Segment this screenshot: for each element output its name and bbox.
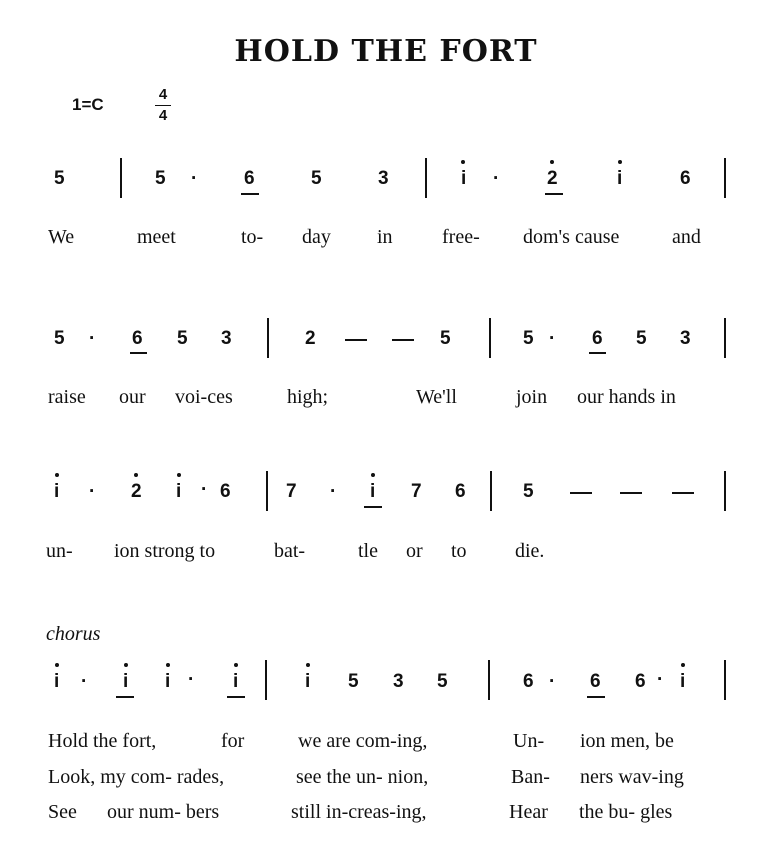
note: 3 (680, 328, 691, 349)
key-signature: 1=C (72, 95, 104, 114)
lyric: Un- (513, 730, 545, 752)
extension-dash (392, 339, 414, 341)
note: 5 (348, 671, 359, 692)
note: 5 (437, 671, 448, 692)
barline (265, 660, 267, 700)
note: i (680, 671, 686, 692)
octave-dot (134, 473, 138, 477)
lyric: dom's cause (523, 226, 620, 248)
octave-dot (55, 663, 59, 667)
extension-dash (620, 492, 642, 494)
note: 5 (54, 328, 65, 349)
underline (587, 696, 605, 698)
lyric: to (451, 540, 467, 562)
barline (724, 660, 726, 700)
note: 6 (592, 328, 603, 349)
lyric: or (406, 540, 423, 562)
lyric: the bu- gles (579, 801, 673, 823)
lyric: We (48, 226, 75, 248)
note: 7 (286, 481, 297, 502)
lyric: see the un- nion, (296, 766, 429, 788)
extension-dash (570, 492, 592, 494)
note: i (617, 168, 623, 189)
note: 2 (547, 168, 558, 189)
note: i (54, 671, 60, 692)
note: i (54, 481, 60, 502)
note: 6 (680, 168, 691, 189)
lyric: Hear (509, 801, 548, 823)
time-signature-line (155, 105, 171, 106)
barline (266, 471, 268, 511)
lyric: die. (515, 540, 545, 562)
octave-dot (550, 160, 554, 164)
note: i (233, 671, 239, 692)
note: 5 (155, 168, 166, 189)
note: 3 (221, 328, 232, 349)
octave-dot (618, 160, 622, 164)
lyric: our (119, 386, 146, 408)
lyric: day (302, 226, 331, 248)
note: 6 (455, 481, 466, 502)
note-dot: · (493, 168, 500, 189)
note: 7 (411, 481, 422, 502)
lyric: our hands in (577, 386, 676, 408)
note-dot: · (330, 481, 337, 502)
octave-dot (166, 663, 170, 667)
lyric: ion strong to (114, 540, 216, 562)
note-dot: · (549, 328, 556, 349)
barline (120, 158, 122, 198)
octave-dot (124, 663, 128, 667)
extension-dash (345, 339, 367, 341)
note-dot: · (89, 328, 96, 349)
octave-dot (371, 473, 375, 477)
note: i (370, 481, 376, 502)
barline (724, 318, 726, 358)
lyric: to- (241, 226, 264, 248)
time-signature (153, 86, 173, 125)
barline (489, 318, 491, 358)
underline (545, 193, 563, 195)
lyric: See (48, 801, 77, 823)
octave-dot (234, 663, 238, 667)
note: 3 (378, 168, 389, 189)
octave-dot (461, 160, 465, 164)
note: i (123, 671, 129, 692)
barline (488, 660, 490, 700)
underline (241, 193, 259, 195)
underline (589, 352, 606, 354)
lyric: Look, my com- rades, (48, 766, 225, 788)
lyric: meet (137, 226, 176, 248)
note: i (305, 671, 311, 692)
note-dot: · (191, 168, 198, 189)
underline (116, 696, 134, 698)
note: 5 (54, 168, 65, 189)
note: i (165, 671, 171, 692)
lyric: for (221, 730, 245, 752)
lyric: Ban- (511, 766, 550, 788)
note: 2 (305, 328, 316, 349)
lyric: and (672, 226, 701, 248)
note-dot: · (549, 671, 556, 692)
time-signature-bottom: 4 (158, 107, 168, 124)
chorus-label: chorus (46, 623, 101, 645)
lyric: bat- (274, 540, 306, 562)
barline (724, 471, 726, 511)
note-dot: · (657, 669, 664, 690)
note: 6 (244, 168, 255, 189)
note: 5 (440, 328, 451, 349)
note: 5 (523, 481, 534, 502)
note: 5 (311, 168, 322, 189)
note: 2 (131, 481, 142, 502)
note: 3 (393, 671, 404, 692)
note: 6 (635, 671, 646, 692)
time-signature-top: 4 (158, 86, 168, 103)
lyric: in (377, 226, 393, 248)
lyric: still in-creas-ing, (291, 801, 427, 823)
barline (724, 158, 726, 198)
lyric: ners wav-ing (580, 766, 684, 788)
extension-dash (672, 492, 694, 494)
octave-dot (681, 663, 685, 667)
note-dot: · (89, 481, 96, 502)
lyric: high; (287, 386, 329, 408)
note: 6 (132, 328, 143, 349)
octave-dot (306, 663, 310, 667)
note: 6 (523, 671, 534, 692)
note-dot: · (81, 671, 88, 692)
note: 6 (590, 671, 601, 692)
note: 5 (636, 328, 647, 349)
note-dot: · (188, 669, 195, 690)
lyric: ion men, be (580, 730, 674, 752)
underline (130, 352, 147, 354)
note: 5 (523, 328, 534, 349)
lyric: voi-ces (175, 386, 233, 408)
underline (364, 506, 382, 508)
note-dot: · (201, 479, 208, 500)
lyric: tle (358, 540, 378, 562)
note: 6 (220, 481, 231, 502)
lyric: raise (48, 386, 86, 408)
underline (227, 696, 245, 698)
note: i (461, 168, 467, 189)
note: 5 (177, 328, 188, 349)
barline (267, 318, 269, 358)
lyric: We'll (416, 386, 457, 408)
lyric: join (516, 386, 548, 408)
barline (425, 158, 427, 198)
lyric: we are com-ing, (298, 730, 428, 752)
lyric: our num- bers (107, 801, 220, 823)
lyric: free- (442, 226, 480, 248)
barline (490, 471, 492, 511)
lyric: un- (46, 540, 73, 562)
lyric: Hold the fort, (48, 730, 157, 752)
octave-dot (177, 473, 181, 477)
note: i (176, 481, 182, 502)
song-title: HOLD THE FORT (234, 34, 538, 69)
octave-dot (55, 473, 59, 477)
